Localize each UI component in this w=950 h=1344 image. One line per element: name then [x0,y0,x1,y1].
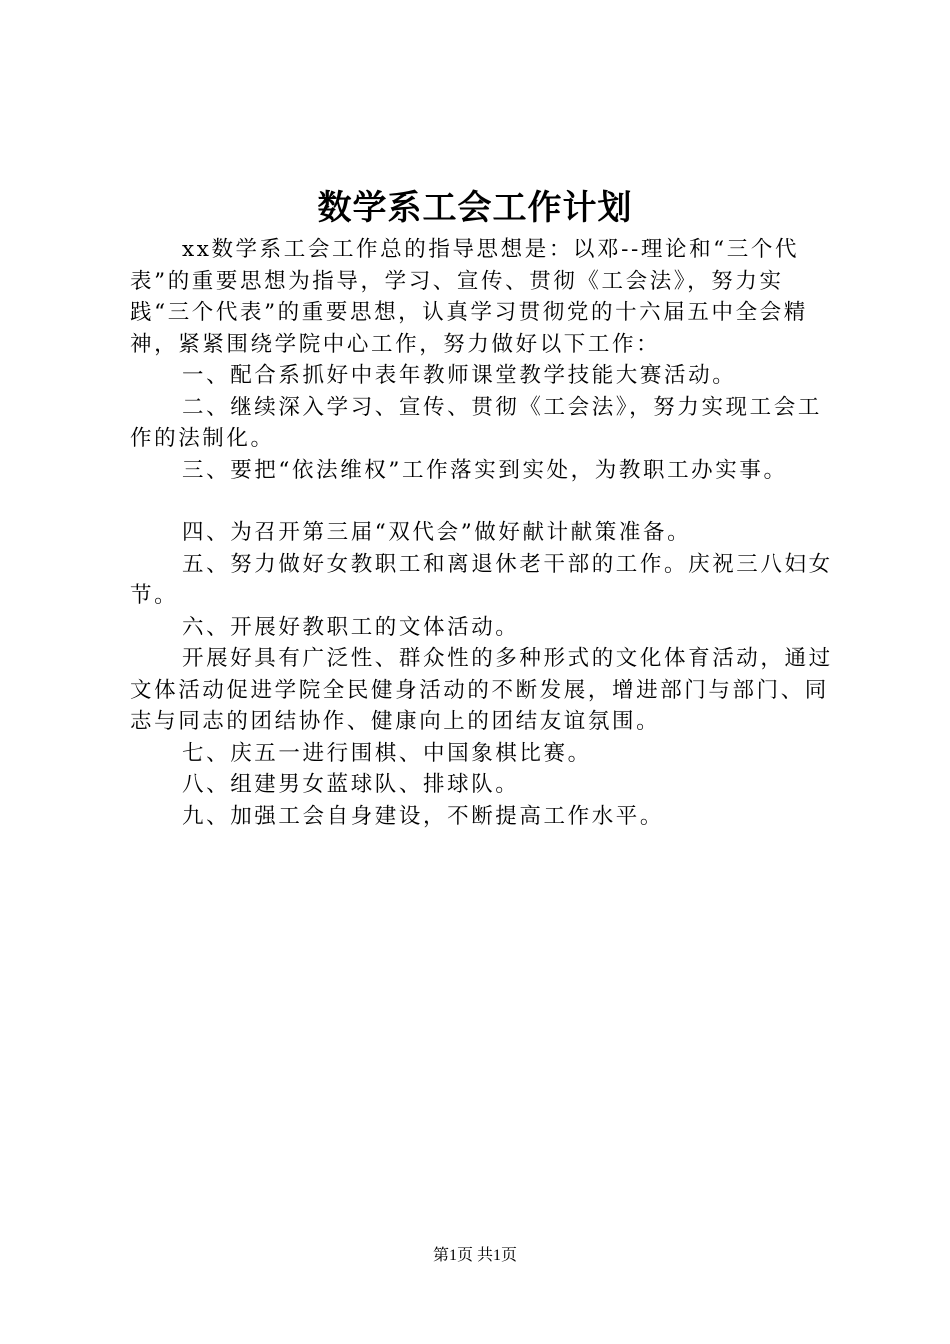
paragraph-item-4: 四、为召开第三届“双代会”做好献计献策准备。 [182,520,692,545]
paragraph-intro: xx数学系工会工作总的指导思想是：以邓--理论和“三个代表”的重要思想为指导，学习、宣传、贯彻《工会法》，努力实践“三个代表”的重要思想，认真学习贯彻党的十六届五中全会精神，紧紧围绕学院中心工作，努力做好以下工作： [130,237,808,357]
paragraph-item-3: 三、要把“依法维权”工作落实到实处，为教职工办实事。 [182,457,788,483]
paragraph-item-6: 六、开展好教职工的文体活动。 [182,614,520,640]
paragraph-item-5: 五、努力做好女教职工和离退休老干部的工作。庆祝三八妇女节。 [130,551,833,608]
paragraph-item-6-detail: 开展好具有广泛性、群众性的多种形式的文化体育活动，通过文体活动促进学院全民健身活动的不断发展，增进部门与部门、同志与同志的团结协作、健康向上的团结友谊氛围。 [130,646,833,734]
document-body [130,234,835,832]
paragraph-item-7: 七、庆五一进行围棋、中国象棋比赛。 [182,740,592,766]
paragraph-item-1: 一、配合系抓好中表年教师课堂教学技能大赛活动。 [182,363,737,388]
document-title: 数学系工会工作计划 [317,188,633,228]
paragraph-item-9: 九、加强工会自身建设，不断提高工作水平。 [182,803,665,829]
page-number-footer: 第1页 共1页 [432,1247,517,1264]
paragraph-item-2: 二、继续深入学习、宣传、贯彻《工会法》，努力实现工会工作的法制化。 [130,394,822,451]
paragraph-item-8: 八、组建男女蓝球队、排球队。 [182,772,520,797]
